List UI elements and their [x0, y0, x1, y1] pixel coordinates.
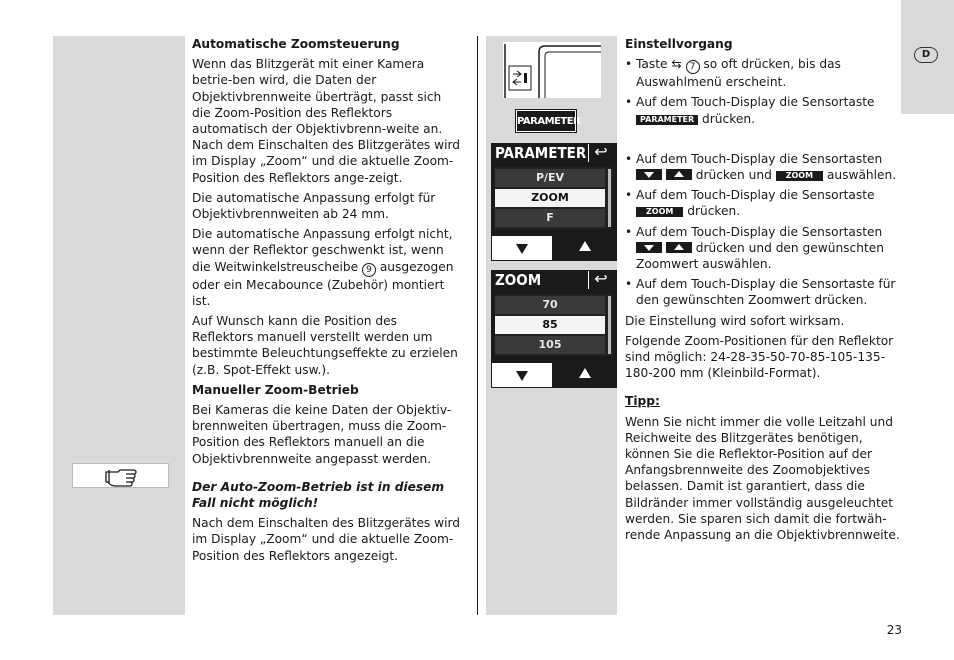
language-badge: D [914, 47, 938, 63]
up-arrow-chip [666, 169, 692, 180]
column-left-text [192, 36, 462, 568]
tip-paragraph: Wenn Sie nicht immer die volle Leitzahl und Reichweite des Blitzgerätes benötigen, können Sie die Reflektor-Position auf der Anfangsbrennweite des Zoomobjektives belassen. Damit ist garantiert, dass die Bildränder immer vollständig ausgeleuchtet werden. Sie sparen sich damit die fortwäh-rende Anpassung an die Objektivbrennweite. [625, 414, 900, 543]
pointing-hand-icon [73, 464, 170, 489]
paragraph: Folgende Zoom-Positionen für den Reflektor sind möglich: 24-28-35-50-70-85-105-135-180-200 mm (Kleinbild-Format). [625, 333, 894, 381]
flash-back-icon [503, 42, 601, 98]
text-span: so oft drücken, bis das Auswahlmenü erscheint. [636, 57, 841, 90]
paragraph [192, 226, 462, 309]
down-arrow-chip [636, 169, 662, 180]
list-item [625, 56, 900, 90]
scrollbar [608, 169, 611, 227]
text-span: drücken. [683, 204, 741, 219]
list-item: 70 [495, 296, 605, 314]
up-arrow-icon [674, 244, 684, 250]
display-panel-zoom [491, 270, 617, 388]
paragraph: Nach dem Einschalten des Blitzgerätes wird im Display „Zoom“ und die aktuelle Zoom-Position des Reflektors angezeigt. [192, 516, 461, 563]
list-item [625, 94, 900, 126]
zoom-chip: ZOOM [636, 207, 683, 217]
panel-list [495, 294, 613, 356]
paragraph: Bei Kameras die keine Daten der Objektiv-brennweiten übertragen, muss die Zoom-Position des Reflektors manuell an die Objektivbrennweite angepasst werden. [192, 403, 452, 466]
text-span: Auf dem Touch-Display die Sensortasten [636, 224, 883, 239]
panel-title: ZOOM [495, 271, 542, 289]
panel-title: PARAMETER [495, 144, 587, 162]
up-button [554, 362, 617, 388]
heading-auto-zoom: Automatische Zoomsteuerung [192, 37, 400, 51]
column-divider [477, 36, 478, 615]
reference-number: 9 [362, 263, 376, 277]
note-text: Der Auto-Zoom-Betrieb ist in diesem Fall nicht möglich! [192, 479, 445, 511]
up-arrow-icon [579, 241, 591, 251]
heading-manual-zoom: Manueller Zoom-Betrieb [192, 382, 359, 397]
down-button [491, 235, 553, 261]
up-button [554, 235, 617, 261]
panel-list [495, 167, 613, 229]
text-span: drücken. [698, 111, 755, 126]
zoom-chip: ZOOM [776, 171, 823, 181]
paragraph: Die automatische Anpassung erfolgt für Objektivbrennweiten ab 24 mm. [192, 190, 436, 222]
tip-heading: Tipp: [625, 394, 660, 409]
list-item: 105 [495, 336, 605, 354]
up-arrow-icon [674, 171, 684, 177]
back-icon: ↩ [588, 144, 613, 162]
list-item: F [495, 209, 605, 227]
left-margin-column [53, 36, 185, 615]
text-span: Die automatische Anpassung erfolgt nicht, wenn der Reflektor geschwenkt ist, wenn die Weitwinkelstreuscheibe [192, 227, 453, 274]
list-item: P/EV [495, 169, 605, 187]
down-arrow-chip [636, 242, 662, 253]
list-item-selected: 85 [495, 316, 605, 334]
list-item [625, 151, 900, 183]
list-item: • Auf dem Touch-Display die Sensortaste für den gewünschten Zoomwert drücken. [625, 276, 900, 308]
down-arrow-icon [644, 245, 654, 251]
text-span: drücken und [691, 168, 776, 183]
back-icon: ↩ [588, 271, 613, 289]
paragraph: Auf Wunsch kann die Position des Reflektors manuell verstellt werden um bestimmte Beleuchtungseffekte zu erzielen (z.B. Spot-Effekt usw.). [192, 314, 458, 377]
list-item [625, 224, 900, 273]
language-tab [901, 0, 954, 114]
instruction-list [625, 56, 900, 308]
page-number: 23 [886, 623, 902, 637]
reference-number: 7 [686, 60, 700, 74]
down-button [491, 362, 553, 388]
flash-device-illustration [503, 42, 601, 98]
down-arrow-icon [516, 371, 528, 381]
column-right-text [625, 36, 900, 547]
up-arrow-chip [666, 242, 692, 253]
note-box [72, 463, 169, 488]
paragraph: Wenn das Blitzgerät mit einer Kamera betrie-ben wird, die Daten der Objektivbrennweite überträgt, passt sich die Zoom-Position des Reflektors automatisch der Objektivbrenn-weite an. Nach dem Einschalten des Blitzgerätes wird im Display „Zoom“ und die aktuelle Zoom-Position des Reflektors ange-zeigt. [192, 57, 461, 185]
heading-procedure: Einstellvorgang [625, 37, 733, 51]
text-span: Auf dem Touch-Display die Sensortasten [636, 151, 883, 166]
text-span: drücken und den gewünschten Zoomwert auswählen. [636, 240, 884, 272]
up-arrow-icon [579, 368, 591, 378]
text-span: Auf dem Touch-Display die Sensortaste [636, 95, 875, 110]
text-span: ausgezogen oder ein Mecabounce (Zubehör) montiert ist. [192, 259, 454, 308]
down-arrow-icon [516, 244, 528, 254]
key-icon: ⇆ [671, 57, 682, 72]
text-span: Taste [636, 57, 672, 72]
list-item-selected: ZOOM [495, 189, 605, 207]
down-arrow-icon [644, 172, 654, 178]
text-span: auswählen. [823, 168, 897, 183]
scrollbar [608, 296, 611, 354]
parameter-chip: PARAMETER [636, 115, 698, 125]
display-panel-parameter [491, 143, 617, 261]
parameter-chip-label: PARAMETER [517, 116, 581, 127]
parameter-chip [516, 110, 581, 132]
text-span: Auf dem Touch-Display die Sensortaste [636, 188, 875, 203]
paragraph: Die Einstellung wird sofort wirksam. [625, 313, 845, 328]
list-item [625, 187, 900, 219]
